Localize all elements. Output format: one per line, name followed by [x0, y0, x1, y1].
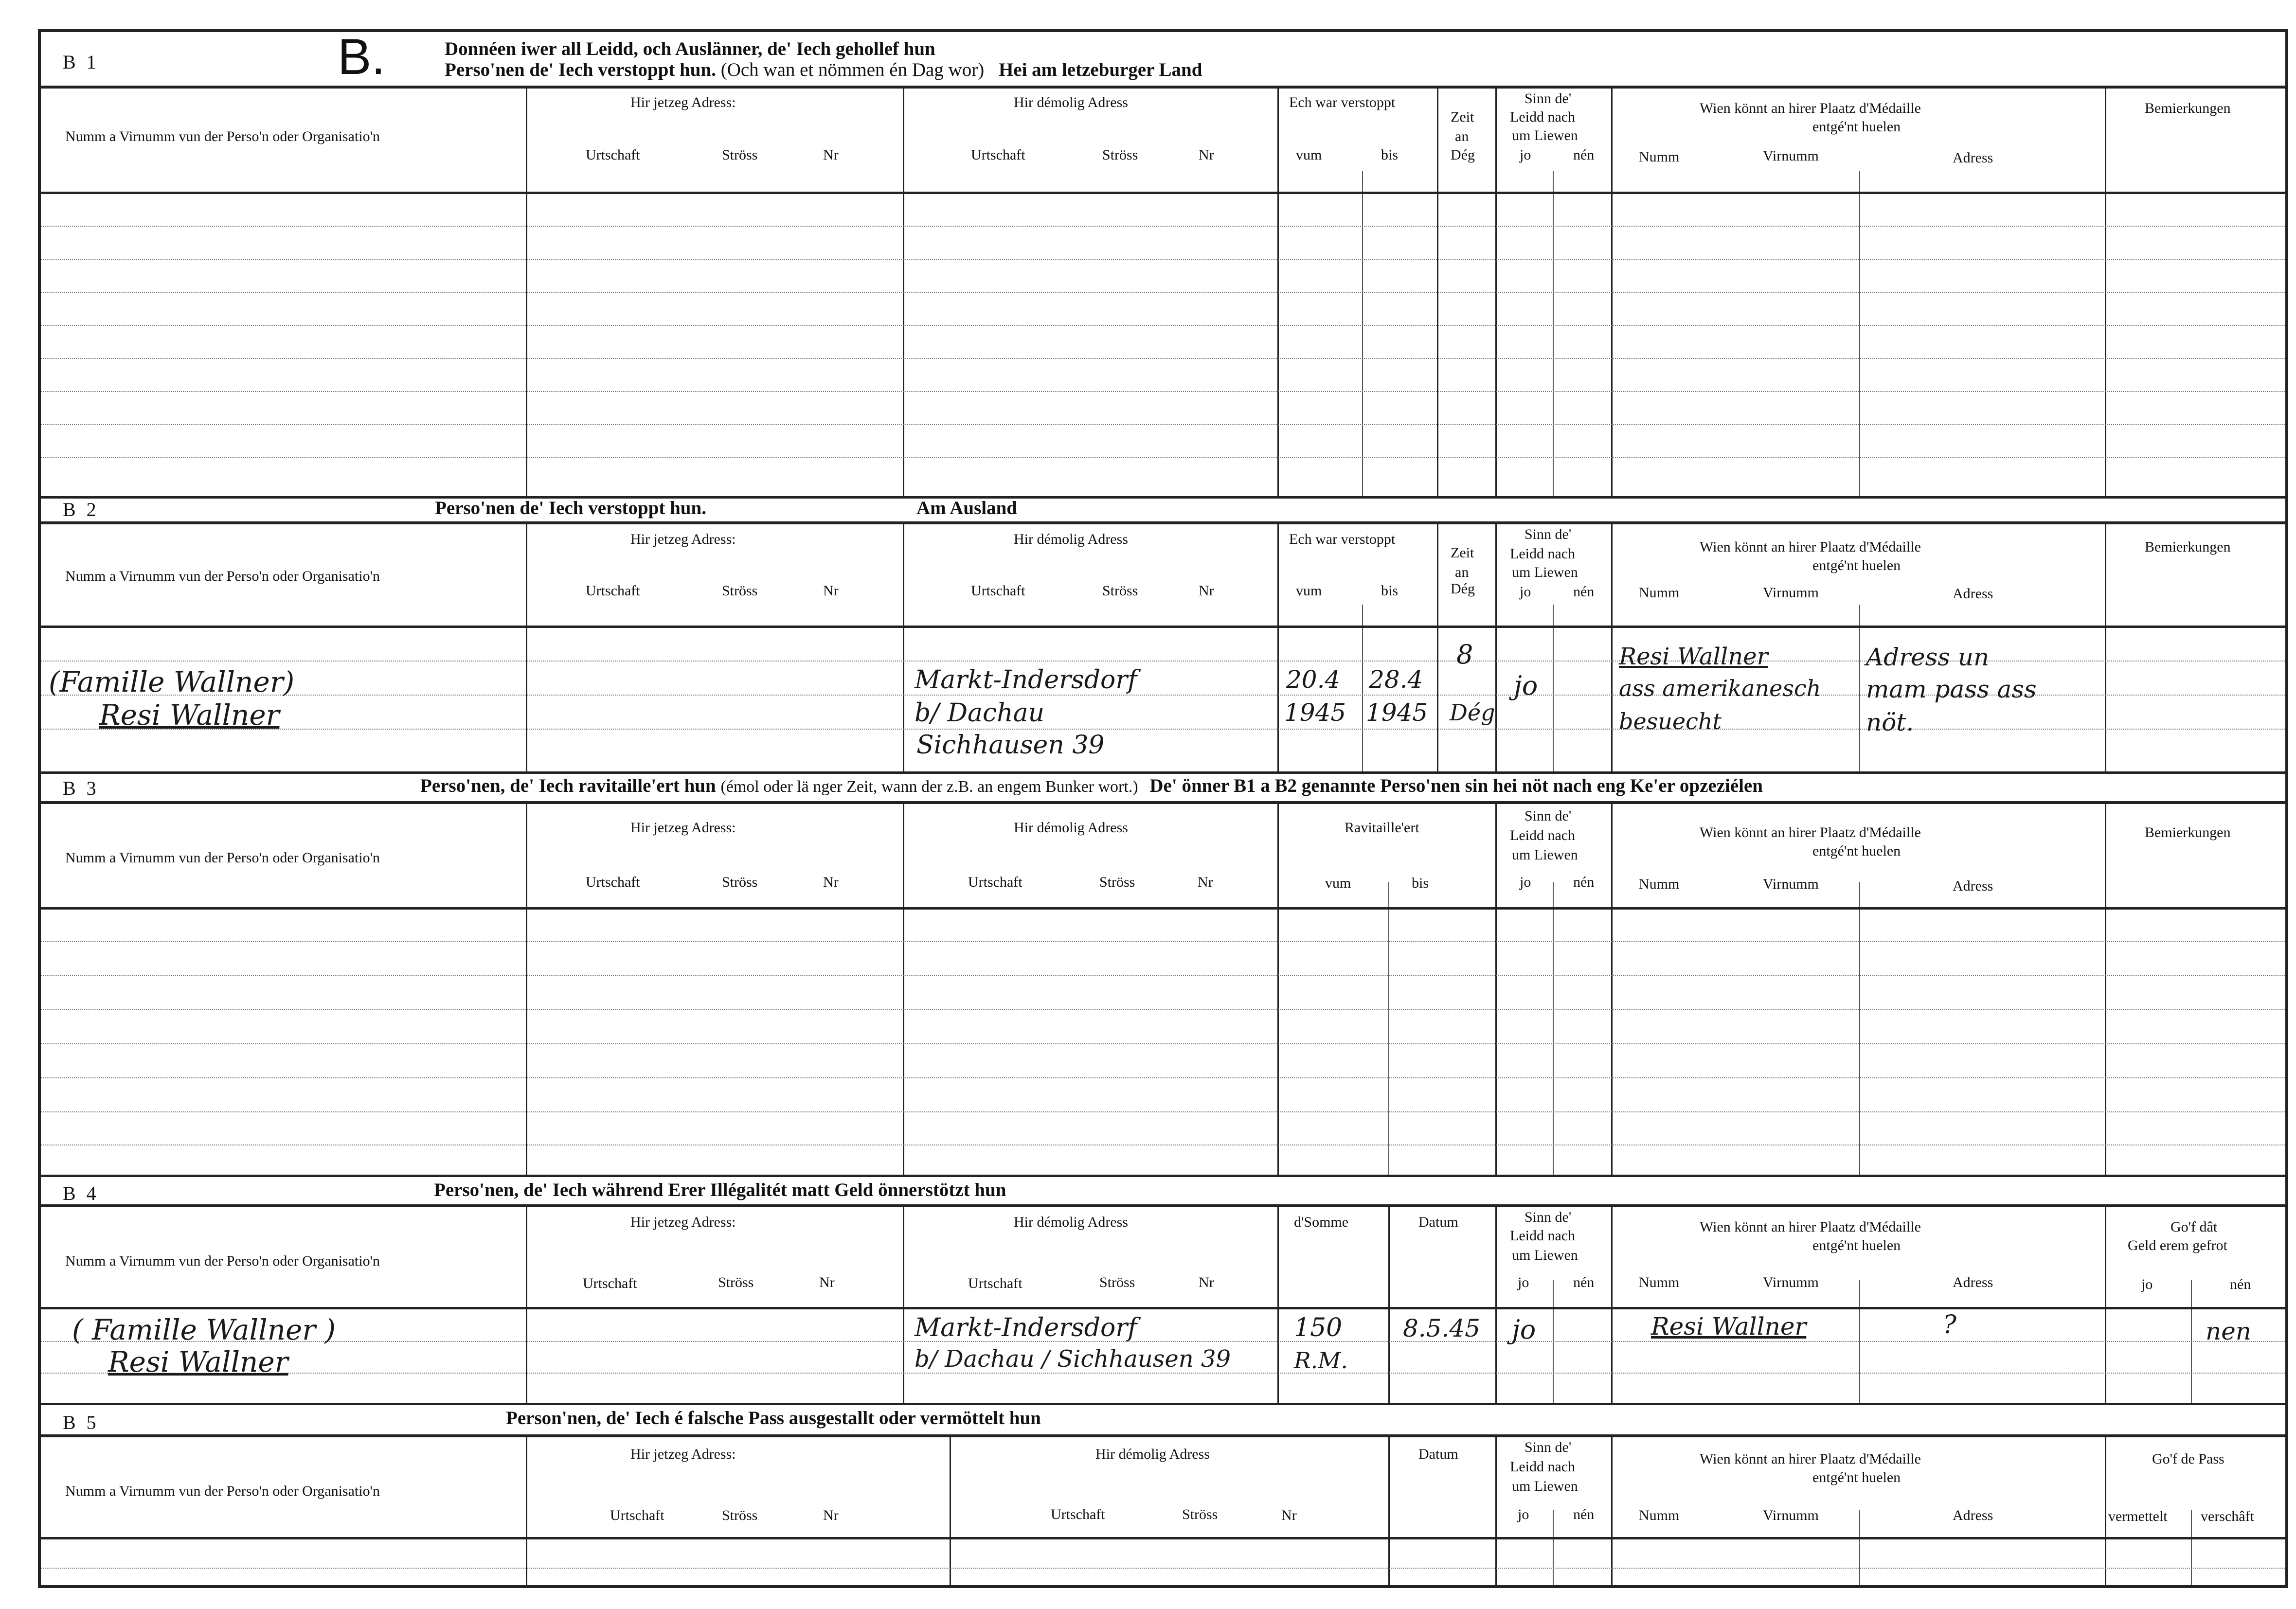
b3-name-col: Numm a Virnumm vun der Perso'n oder Organisatio'n — [65, 850, 380, 866]
b4-sinn-liewen: um Liewen — [1512, 1247, 1578, 1263]
b4-datum: Datum — [1418, 1214, 1458, 1230]
form-letter: B. — [338, 29, 386, 85]
b2-name-col: Numm a Virnumm vun der Perso'n oder Organisatio'n — [65, 568, 380, 584]
b2-numm: Numm — [1639, 585, 1680, 601]
b1-old-urtschaft: Urtschaft — [971, 147, 1025, 163]
b3-numm: Numm — [1639, 876, 1680, 892]
b5-sinn: Sinn de' — [1525, 1439, 1572, 1455]
b4-entry-med-addr: ? — [1943, 1310, 1956, 1340]
b5-medal-sub: entgé'nt huelen — [1812, 1469, 1901, 1485]
b4-entry-name-1: ( Famille Wallner ) — [72, 1313, 336, 1346]
b1-table — [41, 89, 2285, 496]
b4-nr: Nr — [819, 1274, 835, 1290]
b5-vermettelt: vermettelt — [2108, 1508, 2168, 1524]
b4-current-addr: Hir jetzeg Adress: — [630, 1214, 736, 1230]
b5-datum: Datum — [1418, 1446, 1458, 1462]
b5-sinn-liewen: um Liewen — [1512, 1478, 1578, 1494]
b3-old-addr: Hir démolig Adress — [1014, 820, 1128, 836]
b5-jo: jo — [1518, 1506, 1529, 1522]
b2-hidden: Ech war verstoppt — [1289, 531, 1396, 547]
b4-old-nr: Nr — [1199, 1274, 1214, 1290]
b4-jo: jo — [1518, 1274, 1529, 1290]
b2-sinn-liewen: um Liewen — [1512, 564, 1578, 580]
b5-adress: Adress — [1953, 1507, 1993, 1523]
b4-entry-old-addr-1: Markt-Indersdorf — [915, 1313, 1137, 1342]
b1-old-stross: Ströss — [1102, 147, 1138, 163]
b3-sinn-liewen: um Liewen — [1512, 847, 1578, 863]
b2-entry-days-1: 8 — [1456, 639, 1473, 670]
b3-old-urtschaft: Urtschaft — [968, 874, 1022, 890]
b2-urtschaft: Urtschaft — [586, 583, 640, 599]
b4-name-col: Numm a Virnumm vun der Perso'n oder Organisatio'n — [65, 1253, 380, 1269]
b2-entry-old-addr-1: Markt-Indersdorf — [915, 665, 1137, 695]
b2-title-place: Am Ausland — [916, 498, 1017, 518]
b4-nen: nén — [1573, 1274, 1595, 1290]
b2-entry-name-2: Resi Wallner — [99, 698, 280, 732]
b2-nr: Nr — [823, 583, 839, 599]
b3-stross: Ströss — [722, 874, 758, 890]
b4-numm: Numm — [1639, 1274, 1680, 1290]
b3-bis: bis — [1412, 875, 1429, 891]
b3-nen: nén — [1573, 874, 1595, 890]
b1-title-main: Perso'nen de' Iech verstoppt hun. — [445, 59, 716, 80]
b1-zeit-an: an — [1455, 128, 1469, 144]
b2-table — [41, 524, 2285, 771]
b2-jo: jo — [1520, 584, 1531, 600]
b5-id: B 5 — [63, 1412, 99, 1433]
b2-old-nr: Nr — [1199, 583, 1214, 599]
b3-adress: Adress — [1953, 878, 1993, 894]
b3-title-main: Perso'nen, de' Iech ravitaille'ert hun — [420, 775, 716, 796]
b4-entry-old-addr-2: b/ Dachau / Sichhausen 39 — [915, 1345, 1231, 1373]
b5-numm: Numm — [1639, 1507, 1680, 1523]
b2-entry-from-2: 1945 — [1284, 698, 1346, 727]
b1-title-paren: (Och wan et nömmen én Dag wor) — [720, 59, 985, 80]
b1-title-line1: Donnéen iwer all Leidd, och Auslänner, de' Iech gehollef hun — [445, 38, 935, 59]
b5-header — [41, 1405, 2285, 1437]
b1-id: B 1 — [63, 51, 99, 73]
b1-sinn: Sinn de' — [1525, 90, 1572, 107]
b1-nr: Nr — [823, 147, 839, 163]
b1-hidden: Ech war verstoppt — [1289, 94, 1396, 110]
b2-entry-old-addr-2: b/ Dachau — [915, 698, 1045, 728]
b2-header — [41, 496, 2285, 524]
b4-table — [41, 1207, 2285, 1403]
b4-entry-nen: nen — [2206, 1317, 2251, 1345]
b3-medal-sub: entgé'nt huelen — [1812, 843, 1901, 859]
b2-title: Perso'nen de' Iech verstoppt hun. — [435, 498, 706, 518]
b2-medal-sub: entgé'nt huelen — [1812, 557, 1901, 573]
b3-table — [41, 804, 2285, 1175]
b3-current-addr: Hir jetzeg Adress: — [630, 820, 736, 836]
b1-remarks: Bemierkungen — [2145, 100, 2231, 116]
b5-table — [41, 1437, 2285, 1585]
b2-vum: vum — [1296, 583, 1322, 599]
b2-bis: bis — [1381, 583, 1399, 599]
form-sheet — [38, 29, 2288, 1588]
b2-entry-med-addr-3: nöt. — [1866, 708, 1914, 736]
b4-somme: d'Somme — [1294, 1214, 1349, 1230]
b2-zeit: Zeit — [1451, 545, 1474, 561]
b1-bis: bis — [1381, 147, 1399, 163]
b2-adress: Adress — [1953, 586, 1993, 602]
b3-medal: Wien könnt an hirer Plaatz d'Médaille — [1700, 824, 1921, 840]
b2-entry-days-2: Dég — [1450, 699, 1495, 726]
b3-nr: Nr — [823, 874, 839, 890]
b3-sinn: Sinn de' — [1525, 808, 1572, 824]
b4-entry-date: 8.5.45 — [1403, 1314, 1481, 1342]
b4-entry-name-2: Resi Wallner — [108, 1345, 288, 1378]
b4-gof-geld-sub: Geld erem gefrot — [2128, 1237, 2227, 1253]
b5-old-nr: Nr — [1281, 1507, 1297, 1523]
b3-title-tail: De' önner B1 a B2 genannte Perso'nen sin hei nöt nach eng Ke'er opzeziélen — [1149, 775, 1763, 796]
b4-old-addr: Hir démolig Adress — [1014, 1214, 1128, 1230]
b4-medal-sub: entgé'nt huelen — [1812, 1237, 1901, 1253]
b3-title-paren: (émol oder lä nger Zeit, wann der z.B. an engem Bunker wort.) — [720, 778, 1138, 796]
b1-vum: vum — [1296, 147, 1322, 163]
b5-gof-pass: Go'f de Pass — [2152, 1451, 2224, 1467]
b3-title — [420, 775, 1763, 797]
b2-medal: Wien könnt an hirer Plaatz d'Médaille — [1700, 539, 1921, 555]
b1-zeit-deg: Dég — [1451, 147, 1475, 163]
b2-entry-from-1: 20.4 — [1286, 665, 1341, 694]
b1-old-addr: Hir démolig Adress — [1014, 94, 1128, 110]
b1-zeit: Zeit — [1451, 109, 1474, 125]
b1-name-col: Numm a Virnumm vun der Perso'n oder Organisatio'n — [65, 128, 380, 144]
b5-sinn-leidd: Leidd nach — [1510, 1459, 1576, 1475]
b4-entry-med-name: Resi Wallner — [1651, 1312, 1807, 1341]
b3-sinn-leidd: Leidd nach — [1510, 827, 1576, 843]
b5-nr: Nr — [823, 1507, 839, 1523]
b4-stross: Ströss — [718, 1274, 754, 1290]
b2-remarks: Bemierkungen — [2145, 539, 2231, 555]
b5-nen: nén — [1573, 1506, 1595, 1522]
b2-entry-med-name-3: besuecht — [1619, 708, 1722, 734]
b3-old-nr: Nr — [1198, 874, 1213, 890]
b2-nen: nén — [1573, 584, 1595, 600]
b5-old-urtschaft: Urtschaft — [1051, 1506, 1105, 1522]
b3-vum: vum — [1325, 875, 1351, 891]
b4-entry-jo: jo — [1512, 1314, 1536, 1345]
b5-medal: Wien könnt an hirer Plaatz d'Médaille — [1700, 1451, 1921, 1467]
b4-gof-jo: jo — [2141, 1276, 2153, 1292]
b1-sinn-liewen: um Liewen — [1512, 127, 1578, 143]
b3-old-stross: Ströss — [1099, 874, 1135, 890]
b2-entry-med-name-1: Resi Wallner — [1619, 643, 1768, 670]
b1-urtschaft: Urtschaft — [586, 147, 640, 163]
b4-entry-amount-1: 150 — [1294, 1313, 1343, 1342]
b4-sinn-leidd: Leidd nach — [1510, 1228, 1576, 1244]
b1-medal: Wien könnt an hirer Plaatz d'Médaille — [1700, 100, 1921, 116]
b1-jo: jo — [1520, 147, 1531, 163]
b2-entry-med-addr-1: Adress un — [1866, 643, 1990, 671]
b1-adress: Adress — [1953, 150, 1993, 166]
b1-current-addr: Hir jetzeg Adress: — [630, 94, 736, 110]
b2-old-addr: Hir démolig Adress — [1014, 531, 1128, 547]
b1-stross: Ströss — [722, 147, 758, 163]
b3-virnumm: Virnumm — [1763, 876, 1819, 892]
b1-title-place: Hei am letzeburger Land — [998, 59, 1202, 80]
b4-adress: Adress — [1953, 1274, 1993, 1290]
b2-entry-med-name-2: ass amerikanesch — [1619, 675, 1821, 701]
b1-medal-sub: entgé'nt huelen — [1812, 119, 1901, 135]
b5-title: Person'nen, de' Iech é falsche Pass ausgestallt oder vermöttelt hun — [506, 1408, 1041, 1429]
b2-stross: Ströss — [722, 583, 758, 599]
b1-virnumm: Virnumm — [1763, 148, 1819, 164]
b5-name-col: Numm a Virnumm vun der Perso'n oder Organisatio'n — [65, 1483, 380, 1499]
b1-header — [41, 29, 2285, 89]
b3-id: B 3 — [63, 777, 99, 799]
b2-old-urtschaft: Urtschaft — [971, 583, 1025, 599]
b5-current-addr: Hir jetzeg Adress: — [630, 1446, 736, 1462]
b3-ravit: Ravitaille'ert — [1345, 820, 1419, 836]
b5-stross: Ströss — [722, 1507, 758, 1523]
b2-old-stross: Ströss — [1102, 583, 1138, 599]
b1-sinn-leidd: Leidd nach — [1510, 109, 1576, 125]
b4-gof-geld: Go'f dât — [2170, 1219, 2218, 1235]
b2-id: B 2 — [63, 499, 99, 520]
b4-urtschaft: Urtschaft — [583, 1275, 637, 1291]
b4-sinn: Sinn de' — [1525, 1209, 1572, 1225]
b5-old-stross: Ströss — [1182, 1506, 1218, 1522]
b1-title-line2 — [445, 59, 1202, 81]
b2-entry-med-addr-2: mam pass ass — [1866, 675, 2037, 703]
b4-gof-nen: nén — [2230, 1276, 2251, 1292]
b5-verschaft: verschâft — [2201, 1508, 2254, 1524]
b2-entry-old-addr-3: Sichhausen 39 — [916, 731, 1105, 760]
b2-sinn-leidd: Leidd nach — [1510, 546, 1576, 562]
b2-zeit-deg: Dég — [1451, 581, 1475, 597]
b4-header — [41, 1177, 2285, 1207]
b3-header — [41, 774, 2285, 804]
b2-sinn: Sinn de' — [1525, 526, 1572, 542]
b4-entry-amount-2: R.M. — [1294, 1347, 1348, 1374]
b1-nen: nén — [1573, 147, 1595, 163]
b4-medal: Wien könnt an hirer Plaatz d'Médaille — [1700, 1219, 1921, 1235]
b1-numm: Numm — [1639, 149, 1680, 165]
b4-virnumm: Virnumm — [1763, 1274, 1819, 1290]
b4-title: Perso'nen, de' Iech während Erer Illégalitét matt Geld önnerstötzt hun — [434, 1180, 1006, 1200]
b2-entry-jo: jo — [1514, 670, 1538, 701]
b4-old-urtschaft: Urtschaft — [968, 1275, 1022, 1291]
b2-entry-to-2: 1945 — [1366, 698, 1428, 727]
b1-old-nr: Nr — [1199, 147, 1214, 163]
b2-current-addr: Hir jetzeg Adress: — [630, 531, 736, 547]
b2-virnumm: Virnumm — [1763, 585, 1819, 601]
b4-old-stross: Ströss — [1099, 1274, 1135, 1290]
b3-remarks: Bemierkungen — [2145, 824, 2231, 840]
b2-entry-name-1: (Famille Wallner) — [49, 665, 295, 698]
b2-zeit-an: an — [1455, 564, 1469, 580]
b5-old-addr: Hir démolig Adress — [1095, 1446, 1210, 1462]
b5-virnumm: Virnumm — [1763, 1507, 1819, 1523]
b2-entry-to-1: 28.4 — [1369, 665, 1423, 694]
b5-urtschaft: Urtschaft — [610, 1507, 664, 1523]
b3-urtschaft: Urtschaft — [586, 874, 640, 890]
b3-jo: jo — [1520, 874, 1531, 890]
b4-id: B 4 — [63, 1182, 99, 1204]
